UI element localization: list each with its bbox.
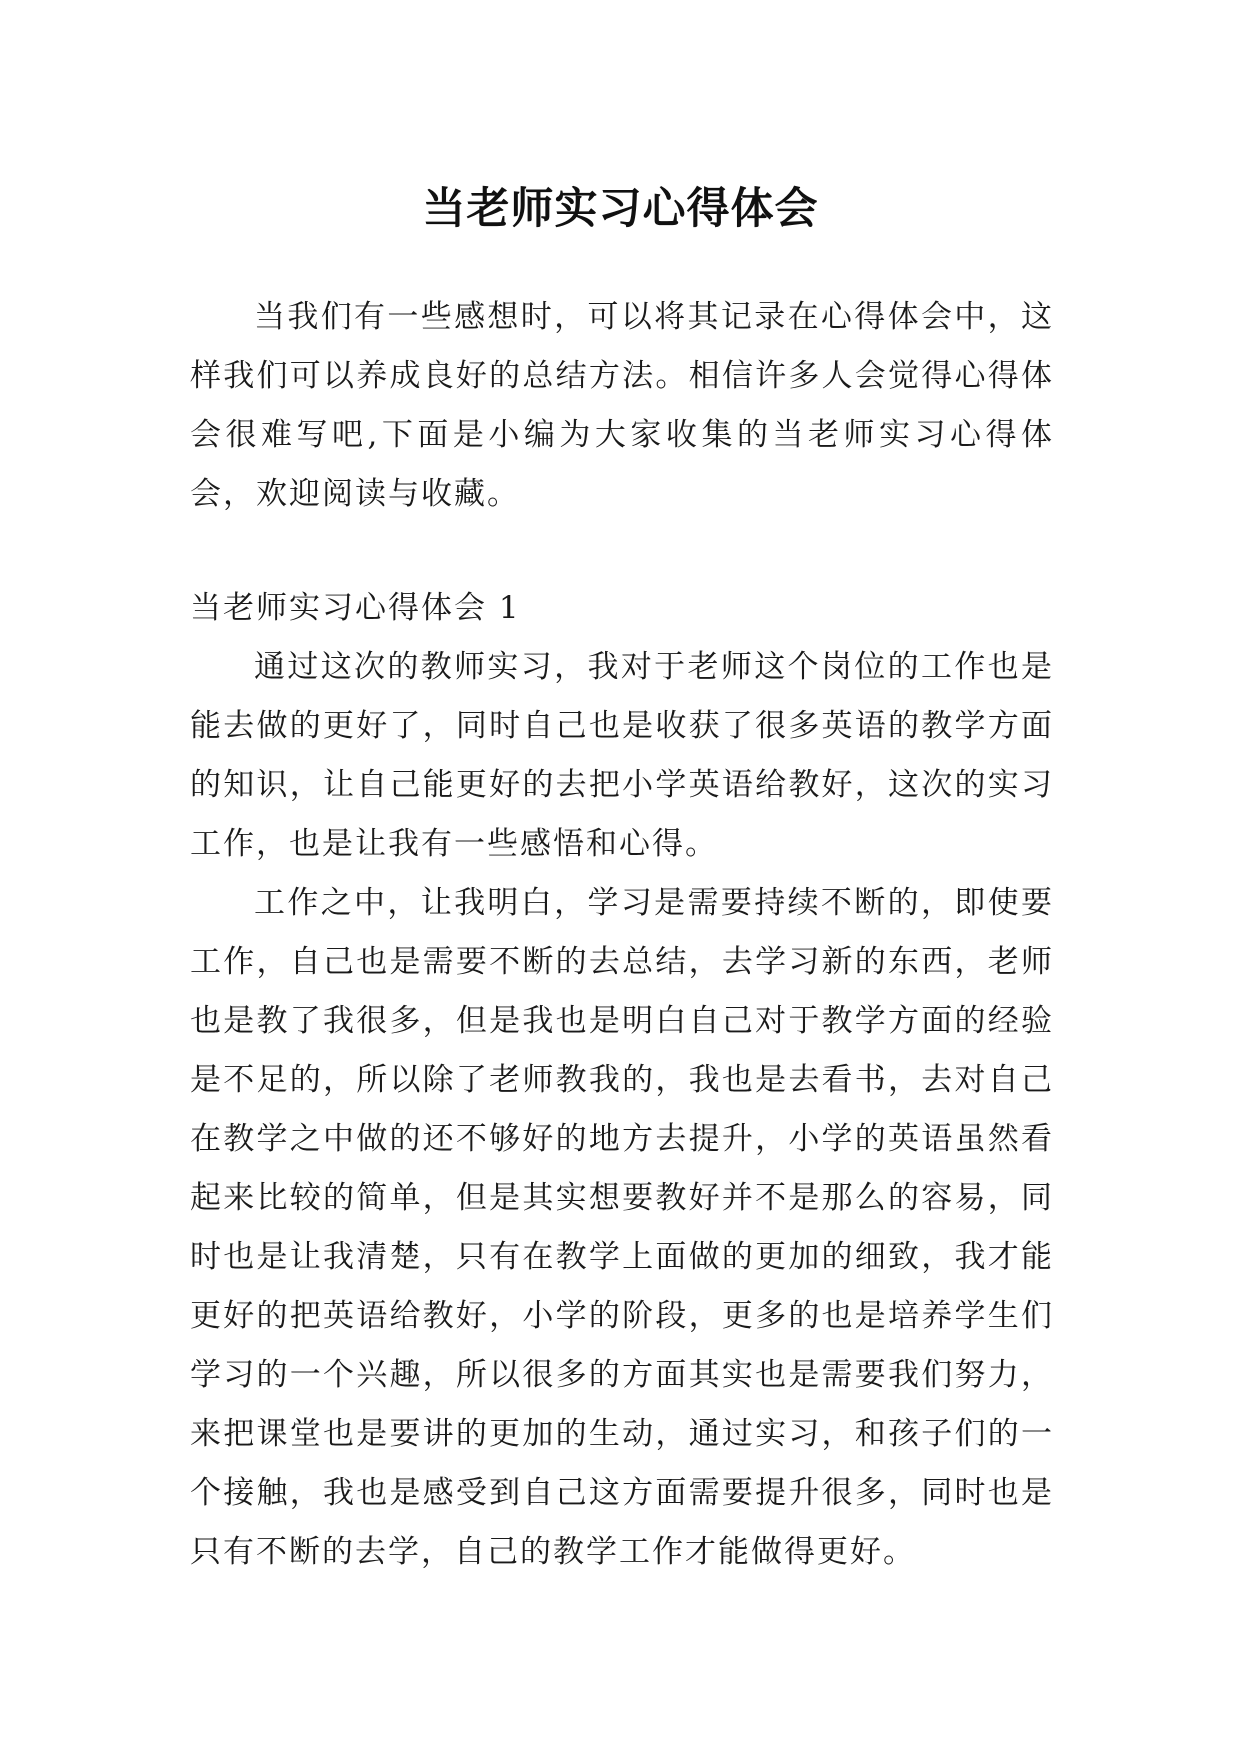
section-heading: 当老师实习心得体会 1 bbox=[190, 590, 521, 626]
document-title: 当老师实习心得体会 bbox=[422, 183, 819, 234]
body-paragraph: 工作之中，让我明白，学习是需要持续不断的，即使要工作，自己也是需要不断的去总结，去学习新的东西，老师也是教了我很多，但是我也是明白自己对于教学方面的经验是不足的，所以除了老师教我的，我也是去看书，去对自己在教学之中做的还不够好的地方去提升，小学的英语虽然看起来比较的简单，但是其实想要教好并不是那么的容易，同时也是让我清楚，只有在教学上面做的更加的细致，我才能更好的把英语给教好，小学的阶段，更多的也是培养学生们学习的一个兴趣，所以很多的方面其实也是需要我们努力，来把课堂也是要讲的更加的生动，通过实习，和孩子们的一个接触，我也是感受到自己这方面需要提升很多，同时也是只有不断的去学，自己的教学工作才能做得更好。 bbox=[190, 885, 1054, 1570]
intro-paragraph: 当我们有一些感想时，可以将其记录在心得体会中，这样我们可以养成良好的总结方法。相信许多人会觉得心得体会很难写吧,下面是小编为大家收集的当老师实习心得体会，欢迎阅读与收藏。 bbox=[190, 299, 1054, 512]
intro-block bbox=[190, 288, 1054, 524]
body-paragraph: 通过这次的教师实习，我对于老师这个岗位的工作也是能去做的更好了，同时自己也是收获了很多英语的教学方面的知识，让自己能更好的去把小学英语给教好，这次的实习工作，也是让我有一些感悟和心得。 bbox=[190, 649, 1054, 862]
section-1 bbox=[190, 579, 1054, 1582]
